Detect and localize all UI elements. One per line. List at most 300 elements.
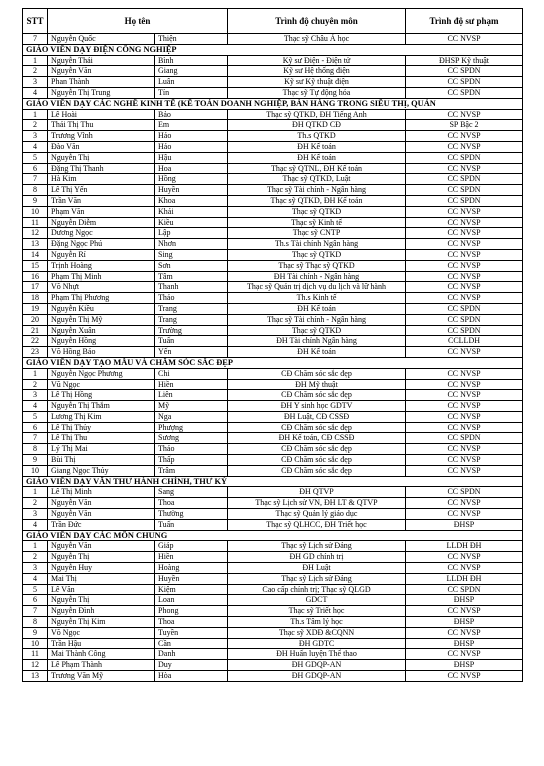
row-qualification: CĐ Chăm sóc sắc đẹp [228, 368, 406, 379]
table-row [23, 541, 523, 552]
row-given-name: Hồng [155, 174, 228, 185]
row-qualification: ĐH Kế toán, CĐ CSSĐ [228, 433, 406, 444]
table-row [23, 260, 523, 271]
row-stt: 5 [23, 411, 48, 422]
row-stt: 1 [23, 368, 48, 379]
row-stt: 1 [23, 109, 48, 120]
row-pedagogy: CC SPDN [406, 325, 523, 336]
row-given-name: Hảo [155, 141, 228, 152]
row-given-name: Hiền [155, 552, 228, 563]
row-family-name: Mai Thành Công [48, 649, 155, 660]
table-row [23, 347, 523, 358]
row-pedagogy: CC NVSP [406, 282, 523, 293]
row-family-name: Lê Văn [48, 584, 155, 595]
row-given-name: Khải [155, 206, 228, 217]
row-stt: 22 [23, 336, 48, 347]
table-row [23, 293, 523, 304]
row-stt: 3 [23, 509, 48, 520]
row-stt: 19 [23, 303, 48, 314]
row-stt: 12 [23, 228, 48, 239]
row-qualification: ĐH QTVP [228, 487, 406, 498]
row-pedagogy: CC NVSP [406, 131, 523, 142]
table-row [23, 141, 523, 152]
section-title: GIÁO VIÊN DẠY ĐIỆN CÔNG NGHIỆP [23, 44, 523, 55]
row-given-name: Tuấn [155, 519, 228, 530]
row-qualification: Thạc sỹ QTKD, Luật [228, 174, 406, 185]
row-pedagogy: CC NVSP [406, 411, 523, 422]
section-title: GIÁO VIÊN DẠY CÁC MÔN CHUNG [23, 530, 523, 541]
row-family-name: Vũ Ngọc [48, 379, 155, 390]
row-stt: 3 [23, 563, 48, 574]
row-family-name: Giang Ngọc Thủy [48, 465, 155, 476]
row-qualification: CĐ Chăm sóc sắc đẹp [228, 390, 406, 401]
table-row [23, 34, 523, 45]
row-stt: 23 [23, 347, 48, 358]
table-row [23, 152, 523, 163]
row-family-name: Thái Thị Thu [48, 120, 155, 131]
row-given-name: Cần [155, 638, 228, 649]
row-given-name: Sương [155, 433, 228, 444]
row-given-name: Trang [155, 303, 228, 314]
row-given-name: Phong [155, 606, 228, 617]
row-family-name: Nguyễn Văn [48, 66, 155, 77]
row-stt: 4 [23, 87, 48, 98]
row-pedagogy: CC SPDN [406, 314, 523, 325]
row-pedagogy: CC SPDN [406, 66, 523, 77]
row-stt: 3 [23, 77, 48, 88]
row-qualification: ĐH Y sinh học GDTV [228, 401, 406, 412]
row-stt: 7 [23, 34, 48, 45]
table-row [23, 509, 523, 520]
table-row [23, 325, 523, 336]
row-given-name: Thoa [155, 617, 228, 628]
row-given-name: Hoa [155, 163, 228, 174]
row-family-name: Nguyễn Xuân [48, 325, 155, 336]
row-qualification: ĐH Huấn luyện Thể thao [228, 649, 406, 660]
row-stt: 6 [23, 422, 48, 433]
row-given-name: Luân [155, 77, 228, 88]
row-family-name: Bùi Thị [48, 455, 155, 466]
row-qualification: ĐH Kế toán [228, 347, 406, 358]
row-family-name: Lê Thị Thủy [48, 422, 155, 433]
row-pedagogy: CC NVSP [406, 249, 523, 260]
row-qualification: Thạc sỹ QTNL, ĐH Kế toán [228, 163, 406, 174]
row-pedagogy: CC SPDN [406, 87, 523, 98]
row-family-name: Nguyễn Diễm [48, 217, 155, 228]
table-body [23, 34, 523, 682]
row-pedagogy: CC NVSP [406, 368, 523, 379]
row-stt: 1 [23, 487, 48, 498]
table-row [23, 314, 523, 325]
row-given-name: Trâm [155, 465, 228, 476]
row-pedagogy: CC NVSP [406, 552, 523, 563]
row-given-name: Nhơn [155, 239, 228, 250]
row-stt: 8 [23, 185, 48, 196]
table-row [23, 563, 523, 574]
row-family-name: Võ Hồng Bảo [48, 347, 155, 358]
row-given-name: Thảo [155, 444, 228, 455]
table-row [23, 55, 523, 66]
row-stt: 7 [23, 606, 48, 617]
row-qualification: ĐH Tài chính - Ngân hàng [228, 271, 406, 282]
table-row [23, 77, 523, 88]
row-qualification: Thạc sỹ Châu Á học [228, 34, 406, 45]
row-stt: 18 [23, 293, 48, 304]
row-given-name: Hòa [155, 671, 228, 682]
row-pedagogy: CC NVSP [406, 606, 523, 617]
row-qualification: ĐH QTKD CĐ [228, 120, 406, 131]
row-qualification: Thạc sỹ Quản trị dịch vụ du lịch và lữ hành [228, 282, 406, 293]
row-given-name: Sing [155, 249, 228, 260]
row-family-name: Nguyễn Rí [48, 249, 155, 260]
row-given-name: Tuyền [155, 627, 228, 638]
row-family-name: Lê Hoài [48, 109, 155, 120]
row-pedagogy: CC SPDN [406, 584, 523, 595]
row-pedagogy: CC NVSP [406, 563, 523, 574]
row-stt: 1 [23, 541, 48, 552]
row-family-name: Lê Thị Yến [48, 185, 155, 196]
row-pedagogy: CC NVSP [406, 422, 523, 433]
table-row [23, 519, 523, 530]
header-name: Họ tên [48, 9, 228, 34]
row-family-name: Nguyễn Văn [48, 509, 155, 520]
row-given-name: Thảo [155, 293, 228, 304]
row-given-name: Bảo [155, 109, 228, 120]
row-family-name: Lê Phạm Thành [48, 660, 155, 671]
row-qualification: ĐH Tài chính Ngân hàng [228, 336, 406, 347]
row-given-name: Liên [155, 390, 228, 401]
row-pedagogy: CC NVSP [406, 34, 523, 45]
row-stt: 9 [23, 455, 48, 466]
row-given-name: Hoàng [155, 563, 228, 574]
row-pedagogy: CCLLDH [406, 336, 523, 347]
row-qualification: Kỹ sư Kỹ thuật điện [228, 77, 406, 88]
row-stt: 13 [23, 239, 48, 250]
row-given-name: Nga [155, 411, 228, 422]
row-family-name: Dương Ngọc [48, 228, 155, 239]
row-pedagogy: CC NVSP [406, 206, 523, 217]
row-family-name: Võ Nhựt [48, 282, 155, 293]
row-family-name: Trần Đức [48, 519, 155, 530]
row-family-name: Phạm Thị Minh [48, 271, 155, 282]
header-qualification: Trình độ chuyên môn [228, 9, 406, 34]
row-stt: 2 [23, 66, 48, 77]
table-row [23, 617, 523, 628]
row-stt: 6 [23, 595, 48, 606]
section-header-row [23, 98, 523, 109]
row-family-name: Lê Thị Thu [48, 433, 155, 444]
row-pedagogy: ĐHSP [406, 638, 523, 649]
row-pedagogy: CC NVSP [406, 271, 523, 282]
row-qualification: Thạc sỹ Tài chính - Ngân hàng [228, 314, 406, 325]
row-stt: 4 [23, 573, 48, 584]
row-pedagogy: ĐHSP [406, 519, 523, 530]
row-stt: 3 [23, 131, 48, 142]
row-family-name: Nguyễn Quốc [48, 34, 155, 45]
table-row [23, 606, 523, 617]
table-row [23, 638, 523, 649]
row-qualification: ĐH GDQP-AN [228, 660, 406, 671]
table-row [23, 660, 523, 671]
row-given-name: Huyền [155, 185, 228, 196]
table-row [23, 120, 523, 131]
row-pedagogy: CC NVSP [406, 509, 523, 520]
table-row [23, 368, 523, 379]
row-family-name: Đào Văn [48, 141, 155, 152]
row-stt: 2 [23, 498, 48, 509]
row-family-name: Phan Thành [48, 77, 155, 88]
row-pedagogy: CC SPDN [406, 433, 523, 444]
row-family-name: Nguyễn Kiều [48, 303, 155, 314]
row-given-name: Thấp [155, 455, 228, 466]
row-family-name: Nguyễn Thị Kim [48, 617, 155, 628]
header-pedagogy: Trình độ sư phạm [406, 9, 523, 34]
row-pedagogy: CC SPDN [406, 487, 523, 498]
row-stt: 17 [23, 282, 48, 293]
row-qualification: Th.s Kinh tế [228, 293, 406, 304]
row-pedagogy: CC NVSP [406, 465, 523, 476]
row-given-name: Danh [155, 649, 228, 660]
row-pedagogy: CC NVSP [406, 109, 523, 120]
row-stt: 6 [23, 163, 48, 174]
section-title: GIÁO VIÊN DẠY VĂN THƯ HÀNH CHÍNH, THƯ KÝ [23, 476, 523, 487]
row-qualification: Thạc sỹ Lịch sử VN, ĐH LT & QTVP [228, 498, 406, 509]
row-qualification: CĐ Chăm sóc sắc đẹp [228, 422, 406, 433]
row-given-name: Phượng [155, 422, 228, 433]
row-stt: 2 [23, 379, 48, 390]
row-qualification: Thạc sỹ Lịch sử Đảng [228, 541, 406, 552]
row-family-name: Nguyễn Thị Trung [48, 87, 155, 98]
row-family-name: Nguyễn Thị Thắm [48, 401, 155, 412]
row-pedagogy: ĐHSP Kỹ thuật [406, 55, 523, 66]
table-row [23, 271, 523, 282]
section-title: GIÁO VIÊN DẠY TẠO MẪU VÀ CHĂM SÓC SẮC ĐẸP [23, 357, 523, 368]
row-qualification: Cao cấp chính trị; Thạc sỹ QLGD [228, 584, 406, 595]
row-given-name: Giáp [155, 541, 228, 552]
row-given-name: Hậu [155, 152, 228, 163]
row-given-name: Duy [155, 660, 228, 671]
row-family-name: Nguyễn Hồng [48, 336, 155, 347]
row-family-name: Nguyễn Ngọc Phương [48, 368, 155, 379]
table-row [23, 228, 523, 239]
row-family-name: Lý Thị Mai [48, 444, 155, 455]
row-pedagogy: LLDH ĐH [406, 541, 523, 552]
section-title: GIÁO VIÊN DẠY CÁC NGHỀ KINH TẾ (KẾ TOÁN DOANH NGHIỆP, BÁN HÀNG TRONG SIÊU THỊ, QUẢN [23, 98, 523, 109]
row-given-name: Bình [155, 55, 228, 66]
table-row [23, 87, 523, 98]
row-qualification: Th.s Tâm lý học [228, 617, 406, 628]
row-given-name: Yến [155, 347, 228, 358]
row-family-name: Lương Thị Kim [48, 411, 155, 422]
row-qualification: Thạc sỹ Lịch sử Đảng [228, 573, 406, 584]
row-family-name: Võ Ngọc [48, 627, 155, 638]
row-pedagogy: CC SPDN [406, 195, 523, 206]
table-row [23, 174, 523, 185]
row-stt: 9 [23, 195, 48, 206]
row-pedagogy: CC NVSP [406, 163, 523, 174]
row-qualification: Thạc sỹ Tài chính - Ngân hàng [228, 185, 406, 196]
row-given-name: Kiều [155, 217, 228, 228]
row-pedagogy: CC NVSP [406, 141, 523, 152]
row-pedagogy: CC NVSP [406, 649, 523, 660]
row-given-name: Huyền [155, 573, 228, 584]
row-qualification: CĐ Chăm sóc sắc đẹp [228, 455, 406, 466]
row-given-name: Tuấn [155, 336, 228, 347]
row-qualification: Thạc sỹ XDĐ &CQNN [228, 627, 406, 638]
section-header-row [23, 44, 523, 55]
row-pedagogy: CC NVSP [406, 228, 523, 239]
table-row [23, 217, 523, 228]
table-row [23, 336, 523, 347]
row-pedagogy: ĐHSP [406, 595, 523, 606]
row-given-name: Em [155, 120, 228, 131]
row-pedagogy: CC SPDN [406, 174, 523, 185]
row-pedagogy: CC NVSP [406, 347, 523, 358]
row-stt: 12 [23, 660, 48, 671]
row-family-name: Đặng Ngọc Phú [48, 239, 155, 250]
row-given-name: Loan [155, 595, 228, 606]
row-stt: 5 [23, 584, 48, 595]
row-family-name: Trần Văn [48, 195, 155, 206]
row-stt: 4 [23, 141, 48, 152]
row-qualification: ĐH Kế toán [228, 303, 406, 314]
row-qualification: Thạc sỹ QTKD, ĐH Kế toán [228, 195, 406, 206]
section-header-row [23, 530, 523, 541]
row-given-name: Khoa [155, 195, 228, 206]
row-pedagogy: SP Bậc 2 [406, 120, 523, 131]
row-pedagogy: CC NVSP [406, 401, 523, 412]
row-stt: 4 [23, 519, 48, 530]
row-family-name: Hà Kim [48, 174, 155, 185]
row-given-name: Trang [155, 314, 228, 325]
row-family-name: Nguyễn Thái [48, 55, 155, 66]
row-given-name: Kiệm [155, 584, 228, 595]
table-row [23, 671, 523, 682]
row-qualification: GDCT [228, 595, 406, 606]
row-pedagogy: CC SPDN [406, 185, 523, 196]
table-row [23, 131, 523, 142]
row-qualification: Thạc sỹ Triết học [228, 606, 406, 617]
row-given-name: Tín [155, 87, 228, 98]
row-qualification: Kỹ sư Điện - Điện tử [228, 55, 406, 66]
row-pedagogy: ĐHSP [406, 660, 523, 671]
table-row [23, 282, 523, 293]
row-qualification: ĐH Luật, CĐ CSSĐ [228, 411, 406, 422]
table-row [23, 109, 523, 120]
row-pedagogy: CC NVSP [406, 260, 523, 271]
row-qualification: ĐH Mỹ thuật [228, 379, 406, 390]
row-family-name: Lê Thị Minh [48, 487, 155, 498]
row-stt: 3 [23, 390, 48, 401]
row-qualification: ĐH Kế toán [228, 141, 406, 152]
row-pedagogy: ĐHSP [406, 617, 523, 628]
table-row [23, 379, 523, 390]
row-family-name: Trịnh Hoàng [48, 260, 155, 271]
row-qualification: Kỹ sư Hệ thống điện [228, 66, 406, 77]
table-row [23, 206, 523, 217]
row-pedagogy: LLDH ĐH [406, 573, 523, 584]
row-stt: 13 [23, 671, 48, 682]
row-family-name: Nguyễn Huy [48, 563, 155, 574]
table-row [23, 422, 523, 433]
row-stt: 16 [23, 271, 48, 282]
row-given-name: Trường [155, 325, 228, 336]
row-stt: 2 [23, 552, 48, 563]
row-given-name: Lập [155, 228, 228, 239]
header-row [23, 9, 523, 34]
row-family-name: Phạm Văn [48, 206, 155, 217]
row-given-name: Hảo [155, 131, 228, 142]
row-stt: 1 [23, 55, 48, 66]
row-stt: 20 [23, 314, 48, 325]
row-stt: 2 [23, 120, 48, 131]
row-qualification: Thạc sỹ Thạc sỹ QTKD [228, 260, 406, 271]
row-stt: 8 [23, 617, 48, 628]
row-given-name: Thiện [155, 34, 228, 45]
table-row [23, 487, 523, 498]
row-family-name: Đặng Thị Thanh [48, 163, 155, 174]
row-stt: 15 [23, 260, 48, 271]
row-given-name: Sơn [155, 260, 228, 271]
table-row [23, 401, 523, 412]
table-row [23, 465, 523, 476]
row-given-name: Tâm [155, 271, 228, 282]
row-family-name: Nguyễn Văn [48, 498, 155, 509]
section-header-row [23, 476, 523, 487]
row-family-name: Trương Vĩnh [48, 131, 155, 142]
row-stt: 10 [23, 638, 48, 649]
row-qualification: ĐH Kế toán [228, 152, 406, 163]
staff-table [22, 8, 523, 682]
row-pedagogy: CC NVSP [406, 217, 523, 228]
row-family-name: Trương Văn Mỹ [48, 671, 155, 682]
table-row [23, 195, 523, 206]
row-given-name: Thanh [155, 282, 228, 293]
table-row [23, 411, 523, 422]
row-family-name: Nguyễn Thị [48, 552, 155, 563]
row-qualification: ĐH GDQP-AN [228, 671, 406, 682]
table-row [23, 595, 523, 606]
row-qualification: Th.s QTKD [228, 131, 406, 142]
table-row [23, 390, 523, 401]
row-given-name: Chi [155, 368, 228, 379]
row-family-name: Nguyễn Thị [48, 595, 155, 606]
row-pedagogy: CC NVSP [406, 671, 523, 682]
row-qualification: Thạc sỹ Kinh tế [228, 217, 406, 228]
row-stt: 9 [23, 627, 48, 638]
row-pedagogy: CC NVSP [406, 293, 523, 304]
staff-qualification-table-page [22, 8, 522, 682]
row-given-name: Thoa [155, 498, 228, 509]
row-qualification: Thạc sỹ Quản lý giáo dục [228, 509, 406, 520]
row-family-name: Phạm Thị Phương [48, 293, 155, 304]
row-pedagogy: CC SPDN [406, 77, 523, 88]
row-qualification: CĐ Chăm sóc sắc đẹp [228, 465, 406, 476]
row-stt: 8 [23, 444, 48, 455]
row-pedagogy: CC NVSP [406, 390, 523, 401]
row-family-name: Lê Thị Hồng [48, 390, 155, 401]
table-row [23, 444, 523, 455]
table-row [23, 552, 523, 563]
row-stt: 11 [23, 217, 48, 228]
row-pedagogy: CC NVSP [406, 444, 523, 455]
table-row [23, 627, 523, 638]
row-stt: 21 [23, 325, 48, 336]
row-pedagogy: CC NVSP [406, 379, 523, 390]
row-pedagogy: CC NVSP [406, 239, 523, 250]
row-given-name: Sang [155, 487, 228, 498]
row-family-name: Nguyễn Thị Mỹ [48, 314, 155, 325]
